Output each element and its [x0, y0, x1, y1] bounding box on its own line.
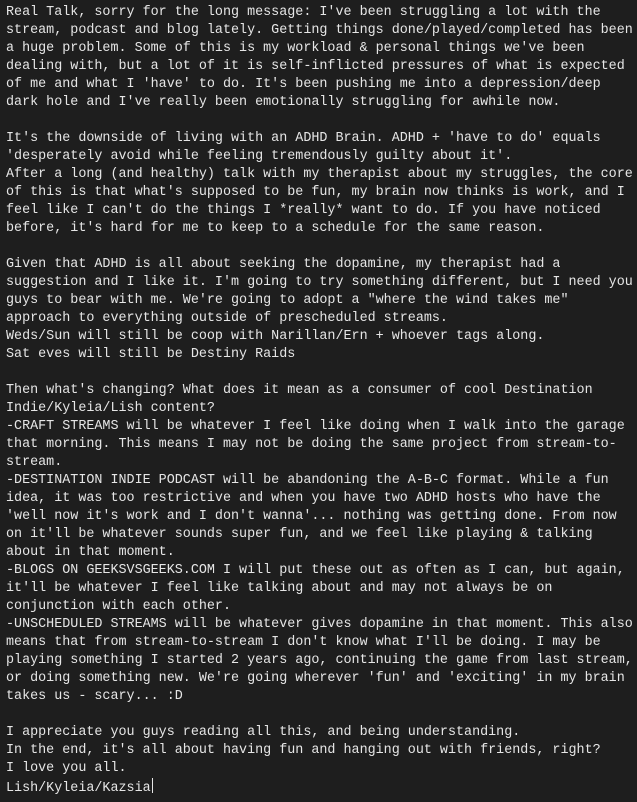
text-line: -BLOGS ON GEEKSVSGEEKS.COM I will put these out as often as I can, but again, [6, 563, 625, 578]
text-line: playing something I started 2 years ago, continuing the game from last stream, [6, 653, 633, 668]
text-caret [152, 778, 153, 793]
text-line [6, 706, 637, 724]
text-line: 'desperately avoid while feeling tremendously guilty about it'. [6, 149, 513, 164]
text-line: Indie/Kyleia/Lish content? [6, 401, 215, 416]
text-line [6, 364, 637, 382]
text-line: on it'll be whatever sounds super fun, and we feel like playing & talking [6, 527, 593, 542]
text-line: of this is that what's supposed to be fun, my brain now thinks is work, and I [6, 185, 625, 200]
text-line: guys to bear with me. We're going to adopt a "where the wind takes me" [6, 293, 569, 308]
text-line: suggestion and I like it. I'm going to try something different, but I need you [6, 275, 633, 290]
text-line: feel like I can't do the things I *really* want to do. If you have noticed [6, 203, 601, 218]
text-line: or doing something new. We're going wherever 'fun' and 'exciting' in my brain [6, 671, 625, 686]
text-line: approach to everything outside of prescheduled streams. [6, 311, 448, 326]
text-line: -CRAFT STREAMS will be whatever I feel like doing when I walk into the garage [6, 419, 625, 434]
text-line: about in that moment. [6, 545, 175, 560]
text-line: Sat eves will still be Destiny Raids [6, 347, 296, 362]
text-line: -UNSCHEDULED STREAMS will be whatever gives dopamine in that moment. This also [6, 617, 633, 632]
text-line: conjunction with each other. [6, 599, 231, 614]
text-line: it'll be whatever I feel like talking about and may not always be on [6, 581, 553, 596]
text-line: Lish/Kyleia/Kazsia [6, 778, 637, 796]
text-line: 'well now it's work and I don't wanna'... nothing was getting done. From now [6, 509, 617, 524]
text-line: Then what's changing? What does it mean as a consumer of cool Destination [6, 383, 593, 398]
text-line: Given that ADHD is all about seeking the dopamine, my therapist had a [6, 257, 561, 272]
text-line: idea, it was too restrictive and when you have two ADHD hosts who have the [6, 491, 601, 506]
text-line: Weds/Sun will still be coop with Narillan/Ern + whoever tags along. [6, 329, 545, 344]
text-line: that morning. This means I may not be doing the same project from stream-to- [6, 437, 617, 452]
text-line: takes us - scary... :D [6, 689, 183, 704]
text-line: dealing with, but a lot of it is self-inflicted pressures of what is expected [6, 59, 625, 74]
text-line: means that from stream-to-stream I don't know what I'll be doing. I may be [6, 635, 601, 650]
text-line [6, 238, 637, 256]
text-line: dark hole and I've really been emotionally struggling for awhile now. [6, 95, 561, 110]
text-line: It's the downside of living with an ADHD Brain. ADHD + 'have to do' equals [6, 131, 601, 146]
text-line [6, 112, 637, 130]
text-line: After a long (and healthy) talk with my therapist about my struggles, the core [6, 167, 633, 182]
text-line: I love you all. [6, 761, 127, 776]
text-line: before, it's hard for me to keep to a schedule for the same reason. [6, 221, 545, 236]
text-line: a huge problem. Some of this is my workload & personal things we've been [6, 41, 585, 56]
message-text-body[interactable] [6, 4, 637, 796]
text-line: I appreciate you guys reading all this, and being understanding. [6, 725, 521, 740]
text-line: stream. [6, 455, 63, 470]
text-line: -DESTINATION INDIE PODCAST will be abandoning the A-B-C format. While a fun [6, 473, 609, 488]
text-line: Real Talk, sorry for the long message: I've been struggling a lot with the [6, 5, 601, 20]
text-line: In the end, it's all about having fun and hanging out with friends, right? [6, 743, 601, 758]
text-line: of me and what I 'have' to do. It's been pushing me into a depression/deep [6, 77, 601, 92]
text-line: stream, podcast and blog lately. Getting things done/played/completed has been [6, 23, 633, 38]
